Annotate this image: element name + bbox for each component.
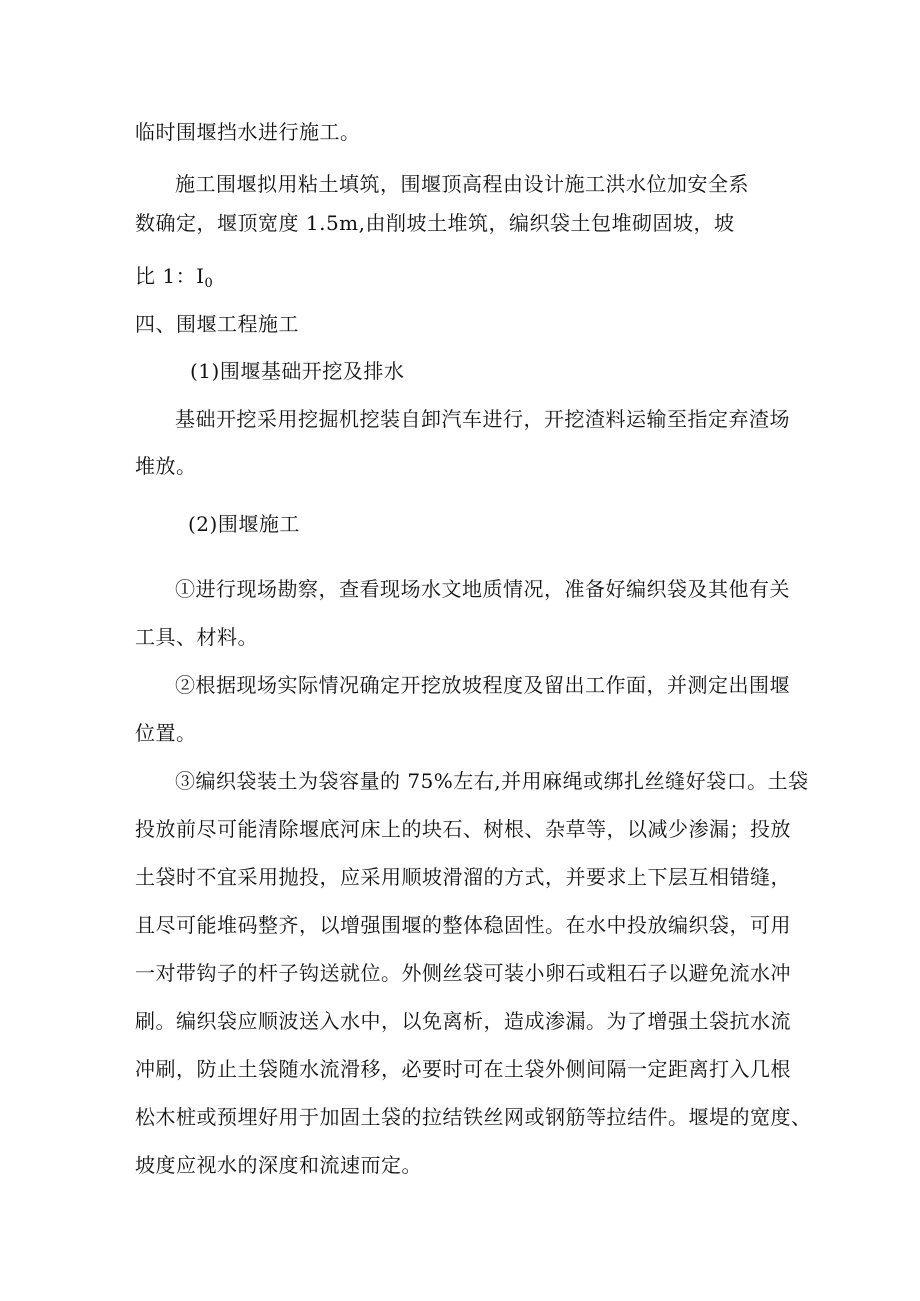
text-line: 数确定，堰顶宽度 1.5m,由削坡土堆筑，编织袋土包堆砌固坡，坡 <box>135 211 735 235</box>
text-line: 刷。编织袋应顺波送入水中，以免离析，造成渗漏。为了增强土袋抗水流 <box>135 1009 791 1033</box>
text-line: 施工围堰拟用粘土填筑，围堰顶高程由设计施工洪水位加安全系 <box>175 172 749 196</box>
slope-ratio-subscript: 0 <box>204 276 214 291</box>
subsection-heading: (1)围堰基础开挖及排水 <box>190 359 405 383</box>
text-line: 一对带钩子的杆子钩送就位。外侧丝袋可装小卵石或粗石子以避免流水冲 <box>135 961 791 985</box>
text-line: 且尽可能堆码整齐，以增强围堰的整体稳固性。在水中投放编织袋，可用 <box>135 913 791 937</box>
text-line: ①进行现场勘察，查看现场水文地质情况，准备好编织袋及其他有关 <box>175 577 790 601</box>
text-line: 松木桩或预埋好用于加固土袋的拉结铁丝网或钢筋等拉结件。堰堤的宽度、 <box>135 1105 812 1129</box>
text-line: ②根据现场实际情况确定开挖放坡程度及留出工作面，并测定出围堰 <box>175 673 790 697</box>
text-line: 堆放。 <box>135 454 197 478</box>
text-line: 投放前尽可能清除堰底河床上的块石、树根、杂草等，以减少渗漏；投放 <box>135 817 791 841</box>
text-line: 坡度应视水的深度和流速而定。 <box>135 1153 422 1177</box>
text-line-slope-ratio <box>135 262 213 290</box>
text-line: 临时围堰挡水进行施工。 <box>135 120 361 144</box>
text-line: 冲刷，防止土袋随水流滑移，必要时可在土袋外侧间隔一定距离打入几根 <box>135 1057 791 1081</box>
text-line: 基础开挖采用挖掘机挖装自卸汽车进行，开挖渣料运输至指定弃渣场 <box>175 407 790 431</box>
section-heading: 四、围堰工程施工 <box>135 312 299 336</box>
text-line: 土袋时不宜采用抛投，应采用顺坡滑溜的方式，并要求上下层互相错缝， <box>135 865 791 889</box>
text-line: ③编织袋装土为袋容量的 75%左右,并用麻绳或绑扎丝缝好袋口。土袋 <box>175 769 809 793</box>
slope-ratio-text: 比 1：I <box>135 264 205 288</box>
text-line: 工具、材料。 <box>135 625 258 649</box>
text-line: 位置。 <box>135 721 197 745</box>
subsection-heading: (2)围堰施工 <box>188 512 300 536</box>
